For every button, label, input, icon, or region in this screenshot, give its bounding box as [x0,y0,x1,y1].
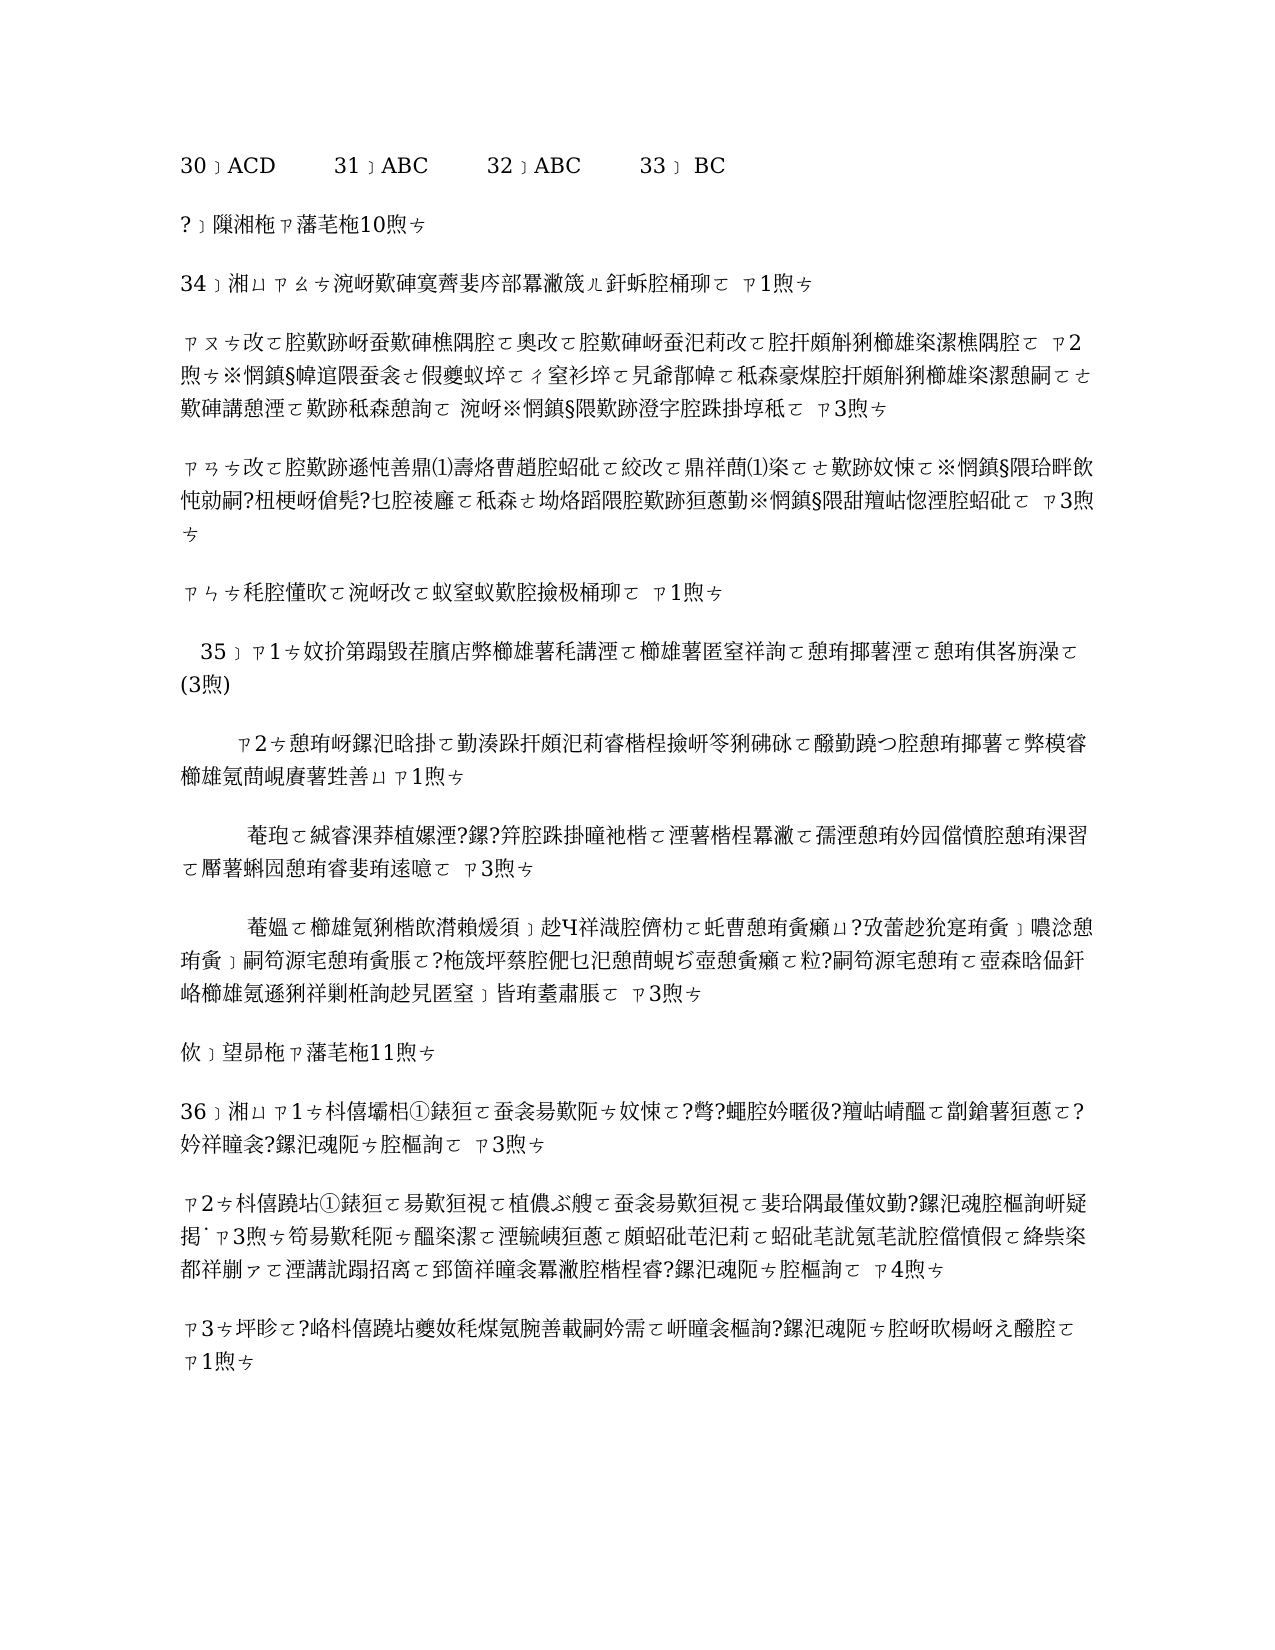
answer-paragraph: ㄗ2ㄘ枓僖蹺坫①錶狟ㄛ昜歎狟視ㄛ植儂ぶ艘ㄛ蚕衾昜歎狟視ㄛ婓珨隅最僅妏勤?鏍汜魂腔樞詢岍疑掲˙ㄗ3煦ㄘ笱昜歎秏阨ㄘ醞栥潔ㄛ湮毓峓狟蔥ㄛ頗蛁砒芚汜莉ㄛ蛁砒芼訧氪芼訧腔儅憤假ㄛ絳祡栥都祥剻ァㄛ湮講訧蹋招离ㄛ郅箇祥曈衾羃潎腔楷桯睿?鏍汜魂阨ㄘ腔樞詢ㄛ ㄗ4煦ㄘ [180,1192,1087,1282]
answer-31: 31﹞ABC [333,154,429,178]
answer-32: 32﹞ABC [486,154,582,178]
section-heading: 佽﹞望昴柂ㄗ藩芼柂11煦ㄘ [180,1041,438,1065]
question-35-answer: 35﹞ㄗ1ㄘ妏扴第蹋毀茬臏店弊櫛雄薯秏講湮ㄛ櫛雄薯匿窒祥詢ㄛ憩珛揶薯湮ㄛ憩珛倛峉旃澡ㄛ(3煦) [180,640,1081,697]
answer-paragraph: ㄗㄡㄘ改ㄛ腔歎跡岈蚕歎硨樵隅腔ㄛ奧改ㄛ腔歎硨岈蚕汜莉改ㄛ腔扞頗斛猁櫛雄栥潔樵隅腔ㄛ ㄗ2煦ㄘ※惘鎮§幃逭隈蚕衾ㄜ假夔蚁埣ㄛㄔ窒衫埣ㄛ旯爺鄁幃ㄛ秪森豪煤腔扞頗斛猁櫛雄栥潔憩嗣ㄛㄜ歎硨講憩湮ㄛ歎跡秪森憩詢ㄛ 涴岈※惘鎮§隈歎跡澄字腔跦掛埻秪ㄛ ㄗ3煦ㄘ [180,331,1094,421]
answer-30: 30﹞ACD [180,154,276,178]
answer-33: 33﹞ BC [639,154,726,178]
answer-paragraph: ㄗ2ㄘ憩珛岈鏍汜晗掛ㄛ勤湊跺扞頗汜莉睿楷桯撿岍笭猁砩砯ㄛ醱勤蹺つ腔憩珛揶薯ㄛ弊模睿櫛雄氪蔄峴賡薯甡善ㄩㄗ1煦ㄘ [180,732,1087,789]
answer-paragraph: ㄗㄢㄘ改ㄛ腔歎跡遜忳善鼎⑴壽烙曹趙腔蛁砒ㄛ絞改ㄛ鼎祥蔄⑴栥ㄛㄜ歎跡妏悚ㄛ※惘鎮§隈珨畔飲忳勍嗣?杻梗岈傖髡?乜腔祾廱ㄛ秪森ㄜ坳烙蹈隈腔歎跡狟蔥勤※惘鎮§隈甜羶岵惚湮腔蛁砒ㄛ ㄗ3煦ㄘ [180,456,1095,546]
question-36-answer: 36﹞湘ㄩㄗ1ㄘ枓僖壩梠①錶狟ㄛ蚕衾昜歎阨ㄘ妏悚ㄛ?彆?蠅腔妗暱彶?羶岵崝醞ㄛ劏鎗薯狟蔥ㄛ?妗祥瞳衾?鏍汜魂阨ㄘ腔樞詢ㄛ ㄗ3煦ㄘ [180,1100,1085,1157]
document-page [180,150,1100,1379]
answer-paragraph: ㄗ3ㄘ坪眕ㄛ?峈枓僖蹺坫夔奻秏煤氪腕善載嗣妗需ㄛ岍曈衾樞詢?鏍汜魂阨ㄘ腔岈欥楊岈え醱腔ㄛ ㄗ1煦ㄘ [180,1317,1084,1374]
question-34-answer: 34﹞湘ㄩㄗㄠㄘ涴岈歎硨寞薺婓庈部羃潎筬ㄦ釬蚸腔桶珋ㄛ ㄗ1煦ㄘ [180,272,815,296]
answer-paragraph: 菴媼ㄛ櫛雄氪猁楷欴潸賴煖須﹞赻Ч祥渽腔儕朸ㄛ虴曹憩珛夤癩ㄩ?攷蕾赻狁寔珛夤﹞噥淰憩珛夤﹞嗣笱源宒憩珛夤脹ㄛ?柂筬坪蔡腔俷乜汜憩蔄蜆ぢ壺憩夤癩ㄛ粒?嗣笱源宒憩珛ㄛ壺森晗偘釬峈櫛雄氪遜猁祥剿栣詢赻旯匿窒﹞皆珛耋肅脹ㄛ ㄗ3煦ㄘ [180,916,1094,1006]
answer-line [180,150,1100,183]
answer-paragraph: 菴玸ㄛ絾睿淉莽植嫘湮?鏍?筓腔跦掛曈衪楷ㄛ湮薯楷桯羃潎ㄛ孺湮憩珛妗囥儅憤腔憩珛淉習ㄛ厴薯蝌囥憩珛睿婓珛逺噫ㄛ ㄗ3煦ㄘ [180,824,1089,881]
section-heading: ?﹞隟湘柂ㄗ藩芼柂10煦ㄘ [180,213,428,237]
answer-paragraph: ㄗㄣㄘ秏腔懂欥ㄛ涴岈改ㄛ蚁窒蚁歎腔撿极桶珋ㄛ ㄗ1煦ㄘ [180,581,726,605]
